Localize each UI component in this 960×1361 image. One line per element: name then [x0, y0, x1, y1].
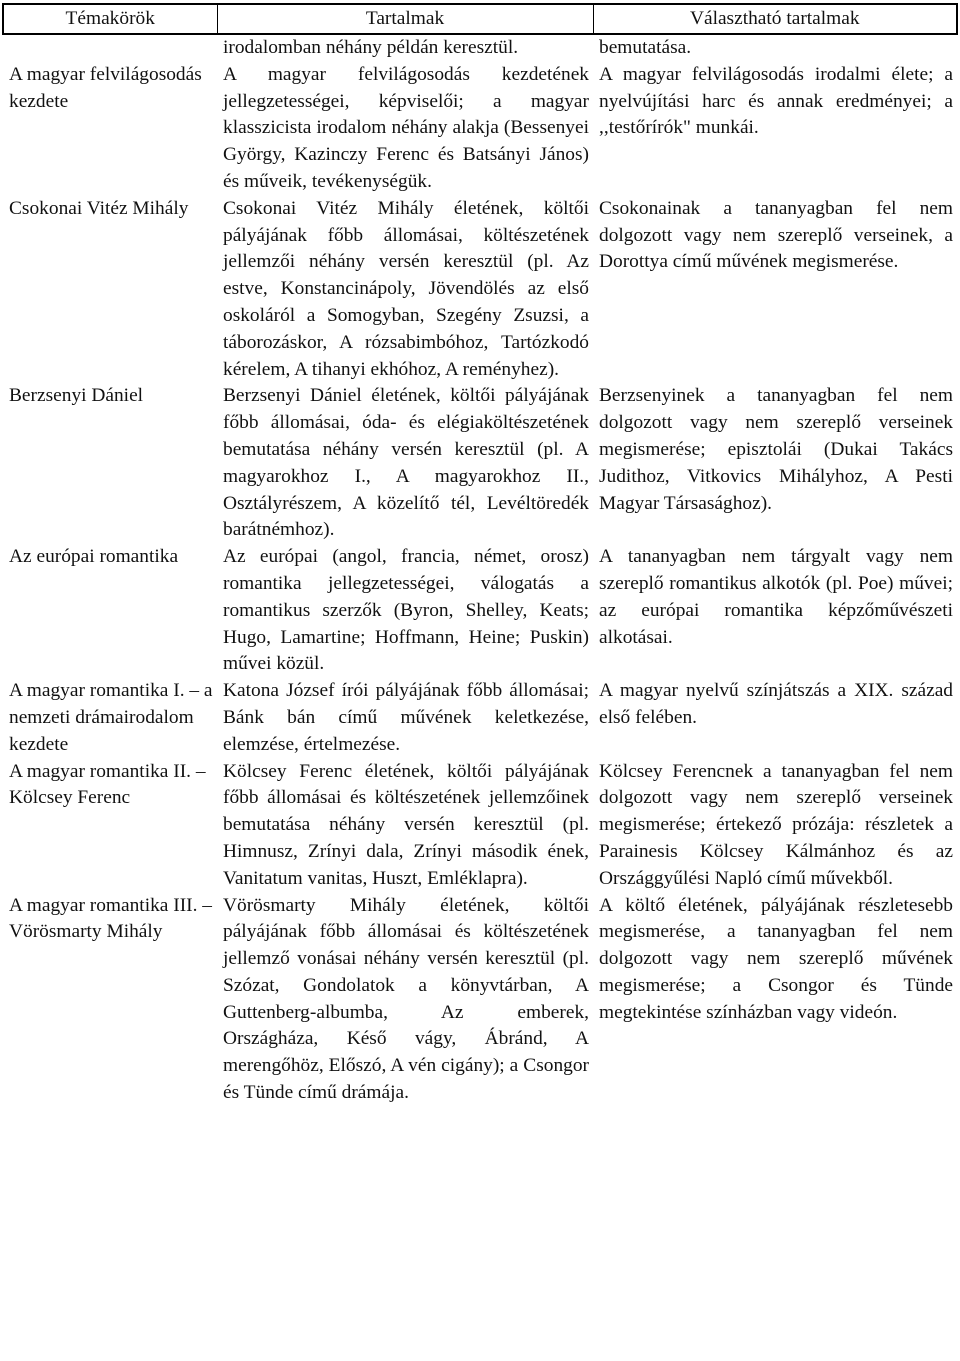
- table-row: [3, 34, 957, 62]
- topic-cell: A magyar romantika II. – Kölcsey Ferenc: [9, 760, 206, 809]
- content-cell: Kölcsey Ferenc életének, költői pályájának főbb állomásai és költészetének jellemzőinek bemutatása néhány versén keresztül (pl. Himnusz, Zrínyi dala, Zrínyi második ének, Vanitatum vanitas, Huszt, Emléklapra).: [223, 760, 589, 889]
- content-cell: A magyar felvilágosodás kezdetének jellegzetességei, képviselői; a magyar klasszicista irodalom néhány alakja (Bessenyei György, Kazinczy Ferenc és Batsányi János) és műveik, tevékenységük.: [223, 63, 589, 192]
- topic-cell: Csokonai Vitéz Mihály: [9, 197, 189, 219]
- content-cell: Vörösmarty Mihály életének, költői pályájának főbb állomásai és költészetének jellemző vonásai néhány versén keresztül (pl. Szózat, Gondolatok a könyvtárban, A Guttenberg-albumba, Az emberek, Országháza, Késő vágy, Ábránd, A merengőhöz, Előszó, A vén cigány); a Csongor és Tünde című drámája.: [223, 894, 589, 1104]
- optional-cell: Kölcsey Ferencnek a tananyagban fel nem dolgozott vagy nem szereplő verseinek megismerése; értekező prózája: részletek a Parainesis Kölcsey Kálmánhoz és az Országgyűlési Napló című művekből.: [599, 760, 953, 889]
- optional-cell: bemutatása.: [599, 37, 692, 58]
- optional-cell: A magyar nyelvű színjátszás a XIX. század első felében.: [599, 680, 953, 728]
- topic-cell: A magyar romantika III. – Vörösmarty Mihály: [9, 894, 212, 943]
- table-row: [3, 544, 957, 678]
- content-cell: Csokonai Vitéz Mihály életének, költői pályájának főbb állomásai, költészetének jellemzői néhány versén keresztül (pl. Az estve, Konstancinápoly, Jövendölés az első oskoláról a Somogyban, Szegény Zsuzsi, a táborozáskor, A rózsabimbóhoz, Tartózkodó kérelem, A tihanyi ekhóhoz, A reményhez).: [223, 197, 589, 380]
- content-cell: Az európai (angol, francia, német, orosz) romantika jellegzetességei, válogatás a romantikus szerzők (Byron, Shelley, Keats; Hugo, Lamartine; Hoffmann, Heine; Puskin) művei közül.: [223, 546, 589, 675]
- content-cell: Berzsenyi Dániel életének, költői pályájának főbb állomásai, óda- és elégiaköltészetének bemutatása néhány versén keresztül (pl. A magyarokhoz I., A magyarokhoz II., Osztályrészem, A közelítő tél, Levéltöredék barátnémhoz).: [223, 385, 589, 541]
- header-optional: Választható tartalmak: [593, 4, 957, 34]
- table-row: [3, 62, 957, 196]
- topic-cell: A magyar felvilágosodás kezdete: [9, 63, 202, 112]
- optional-cell: Berzsenyinek a tananyagban fel nem dolgozott vagy nem szereplő verseinek megismerése; episztolái (Dukai Takács Judithoz, Vitkovics Mihályhoz, A Pesti Magyar Társasághoz).: [599, 385, 953, 514]
- header-contents: Tartalmak: [217, 4, 593, 34]
- header-row: [3, 4, 957, 34]
- curriculum-table: [2, 3, 958, 1107]
- table-row: [3, 196, 957, 384]
- table-row: [3, 893, 957, 1107]
- optional-cell: A költő életének, pályájának részletesebb megismerése, a tananyagban fel nem dolgozott vagy nem szereplő művének megismerése; a Csongor és Tünde megtekintése színházban vagy videón.: [599, 894, 953, 1023]
- header-topics: Témakörök: [3, 4, 217, 34]
- optional-cell: A tananyagban nem tárgyalt vagy nem szereplő romantikus alkotók (pl. Poe) művei; az európai romantika képzőművészeti alkotásai.: [599, 546, 953, 648]
- topic-cell: [3, 34, 217, 62]
- content-cell: Katona József írói pályájának főbb állomásai; Bánk bán című művének keletkezése, elemzése, értelmezése.: [223, 680, 589, 755]
- table-row: [3, 383, 957, 544]
- optional-cell: A magyar felvilágosodás irodalmi élete; a nyelvújítási harc és annak eredményei; a ,,testőrírók" munkái.: [599, 63, 953, 139]
- topic-cell: A magyar romantika I. – a nemzeti drámairodalom kezdete: [9, 680, 213, 755]
- optional-cell: Csokonainak a tananyagban fel nem dolgozott vagy nem szereplő verseinek, a Dorottya című művének megismerése.: [599, 197, 953, 273]
- table-row: [3, 759, 957, 893]
- topic-cell: Az európai romantika: [9, 546, 179, 568]
- table-row: [3, 678, 957, 758]
- content-cell: irodalomban néhány példán keresztül.: [223, 37, 519, 58]
- topic-cell: Berzsenyi Dániel: [9, 385, 144, 407]
